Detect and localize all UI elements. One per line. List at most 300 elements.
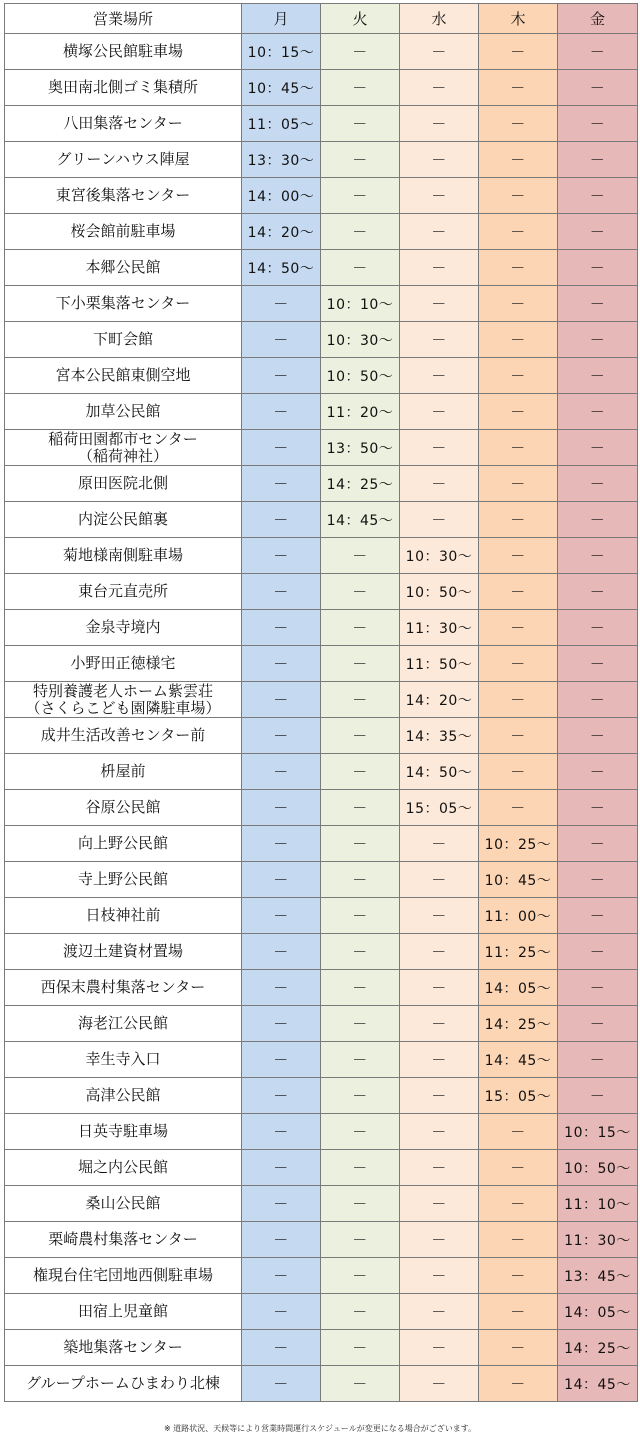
time-cell-thu: － xyxy=(479,646,558,682)
time-cell-mon: － xyxy=(242,1366,321,1402)
time-cell-tue: － xyxy=(321,250,400,286)
time-cell-thu: － xyxy=(479,1258,558,1294)
schedule-table xyxy=(4,3,638,1402)
table-row xyxy=(5,1114,638,1150)
table-row xyxy=(5,502,638,538)
table-row xyxy=(5,862,638,898)
table-row xyxy=(5,682,638,718)
location-name xyxy=(5,1006,242,1042)
table-row xyxy=(5,142,638,178)
location-name xyxy=(5,502,242,538)
time-cell-mon: － xyxy=(242,826,321,862)
time-cell-tue: － xyxy=(321,1078,400,1114)
time-cell-tue: 10：10～ xyxy=(321,286,400,322)
location-name-line: 田宿上児童館 xyxy=(77,1302,168,1320)
time-cell-wed: 11：50～ xyxy=(400,646,479,682)
time-cell-wed: － xyxy=(400,214,479,250)
time-cell-wed: 14：20～ xyxy=(400,682,479,718)
day-header-wed: 水 xyxy=(400,4,479,34)
time-cell-thu: － xyxy=(479,70,558,106)
time-cell-fri: － xyxy=(558,934,638,970)
time-cell-wed: － xyxy=(400,970,479,1006)
time-cell-thu: － xyxy=(479,394,558,430)
location-name xyxy=(5,70,242,106)
location-name-line: 横塚公民館駐車場 xyxy=(62,42,183,60)
time-cell-wed: － xyxy=(400,826,479,862)
table-row xyxy=(5,466,638,502)
time-cell-tue: － xyxy=(321,214,400,250)
time-cell-fri: － xyxy=(558,1006,638,1042)
time-cell-mon: － xyxy=(242,322,321,358)
time-cell-wed: － xyxy=(400,178,479,214)
time-cell-mon: － xyxy=(242,1222,321,1258)
time-cell-mon: 14：50～ xyxy=(242,250,321,286)
time-cell-mon: － xyxy=(242,466,321,502)
time-cell-fri: － xyxy=(558,970,638,1006)
location-name-line: 日枝神社前 xyxy=(85,906,161,924)
time-cell-mon: － xyxy=(242,286,321,322)
day-header-fri: 金 xyxy=(558,4,638,34)
time-cell-fri: － xyxy=(558,790,638,826)
time-cell-thu: 11：25～ xyxy=(479,934,558,970)
location-name xyxy=(5,898,242,934)
time-cell-mon: － xyxy=(242,574,321,610)
time-cell-wed: 14：35～ xyxy=(400,718,479,754)
time-cell-fri: － xyxy=(558,70,638,106)
time-cell-tue: － xyxy=(321,574,400,610)
table-row xyxy=(5,106,638,142)
time-cell-tue: － xyxy=(321,790,400,826)
location-name xyxy=(5,394,242,430)
time-cell-mon: － xyxy=(242,1258,321,1294)
table-row xyxy=(5,1366,638,1402)
location-name-line: 内淀公民館裏 xyxy=(77,510,168,528)
time-cell-wed: － xyxy=(400,1330,479,1366)
time-cell-wed: － xyxy=(400,934,479,970)
location-name xyxy=(5,790,242,826)
location-name xyxy=(5,718,242,754)
time-cell-fri: － xyxy=(558,538,638,574)
table-row xyxy=(5,250,638,286)
location-name xyxy=(5,106,242,142)
time-cell-thu: － xyxy=(479,106,558,142)
location-name-line: 日英寺駐車場 xyxy=(77,1122,168,1140)
time-cell-tue: 10：50～ xyxy=(321,358,400,394)
time-cell-fri: － xyxy=(558,502,638,538)
time-cell-thu: － xyxy=(479,718,558,754)
time-cell-tue: － xyxy=(321,1258,400,1294)
location-name-line: 築地集落センター xyxy=(63,1338,183,1356)
time-cell-mon: － xyxy=(242,790,321,826)
time-cell-thu: 10：45～ xyxy=(479,862,558,898)
location-name-line: 権現台住宅団地西側駐車場 xyxy=(32,1266,213,1284)
location-name-line: 東台元直売所 xyxy=(77,582,168,600)
location-name-line: 高津公民館 xyxy=(85,1086,161,1104)
time-cell-fri: 14：25～ xyxy=(558,1330,638,1366)
location-name-line: 枡屋前 xyxy=(100,762,146,780)
time-cell-tue: － xyxy=(321,142,400,178)
time-cell-tue: － xyxy=(321,538,400,574)
time-cell-mon: － xyxy=(242,754,321,790)
time-cell-thu: 10：25～ xyxy=(479,826,558,862)
time-cell-fri: － xyxy=(558,286,638,322)
time-cell-fri: 14：05～ xyxy=(558,1294,638,1330)
table-row xyxy=(5,1186,638,1222)
time-cell-fri: － xyxy=(558,574,638,610)
time-cell-fri: － xyxy=(558,1078,638,1114)
time-cell-tue: － xyxy=(321,826,400,862)
table-row xyxy=(5,1042,638,1078)
time-cell-fri: 14：45～ xyxy=(558,1366,638,1402)
time-cell-fri: 10：15～ xyxy=(558,1114,638,1150)
footnote: ※ 道路状況、天候等により営業時間運行スケジュールが変更になる場合がございます。 xyxy=(163,1424,477,1433)
time-cell-wed: － xyxy=(400,1078,479,1114)
location-name xyxy=(5,970,242,1006)
time-cell-thu: － xyxy=(479,1186,558,1222)
time-cell-mon: － xyxy=(242,970,321,1006)
time-cell-fri: － xyxy=(558,394,638,430)
table-row xyxy=(5,178,638,214)
time-cell-wed: － xyxy=(400,142,479,178)
time-cell-mon: 13：30～ xyxy=(242,142,321,178)
location-name-line: 小野田正徳様宅 xyxy=(70,654,176,672)
time-cell-wed: － xyxy=(400,898,479,934)
time-cell-mon: － xyxy=(242,1114,321,1150)
time-cell-thu: － xyxy=(479,610,558,646)
time-cell-tue: － xyxy=(321,106,400,142)
time-cell-fri: － xyxy=(558,646,638,682)
table-row xyxy=(5,934,638,970)
location-name-line: 下町会館 xyxy=(92,330,153,348)
time-cell-thu: － xyxy=(479,466,558,502)
day-header-thu: 木 xyxy=(479,4,558,34)
time-cell-mon: － xyxy=(242,502,321,538)
time-cell-tue: － xyxy=(321,718,400,754)
table-row xyxy=(5,826,638,862)
time-cell-tue: － xyxy=(321,178,400,214)
time-cell-tue: － xyxy=(321,934,400,970)
time-cell-thu: － xyxy=(479,1330,558,1366)
time-cell-fri: － xyxy=(558,430,638,466)
time-cell-thu: 14：25～ xyxy=(479,1006,558,1042)
time-cell-wed: － xyxy=(400,322,479,358)
time-cell-fri: － xyxy=(558,322,638,358)
time-cell-thu: － xyxy=(479,286,558,322)
time-cell-mon: － xyxy=(242,646,321,682)
location-name xyxy=(5,826,242,862)
time-cell-fri: 10：50～ xyxy=(558,1150,638,1186)
table-row xyxy=(5,574,638,610)
table-row xyxy=(5,790,638,826)
time-cell-tue: － xyxy=(321,1222,400,1258)
time-cell-wed: 14：50～ xyxy=(400,754,479,790)
time-cell-mon: － xyxy=(242,1042,321,1078)
location-name-line: 渡辺土建資材置場 xyxy=(62,942,183,960)
time-cell-thu: － xyxy=(479,1114,558,1150)
time-cell-thu: － xyxy=(479,1222,558,1258)
time-cell-tue: － xyxy=(321,1006,400,1042)
time-cell-tue: － xyxy=(321,70,400,106)
time-cell-fri: － xyxy=(558,610,638,646)
location-name-line: 桑山公民館 xyxy=(85,1194,161,1212)
day-header-tue: 火 xyxy=(321,4,400,34)
table-row xyxy=(5,430,638,466)
location-name xyxy=(5,34,242,70)
time-cell-wed: － xyxy=(400,502,479,538)
location-name xyxy=(5,430,242,466)
location-name xyxy=(5,250,242,286)
time-cell-fri: 11：10～ xyxy=(558,1186,638,1222)
time-cell-mon: － xyxy=(242,1186,321,1222)
time-cell-thu: － xyxy=(479,1150,558,1186)
time-cell-thu: － xyxy=(479,574,558,610)
location-name-line: 成井生活改善センター前 xyxy=(40,726,206,744)
time-cell-mon: － xyxy=(242,898,321,934)
location-name-line: 奥田南北側ゴミ集積所 xyxy=(47,78,198,96)
location-name xyxy=(5,286,242,322)
time-cell-tue: 13：50～ xyxy=(321,430,400,466)
time-cell-fri: － xyxy=(558,466,638,502)
location-name-line: 金泉寺境内 xyxy=(85,618,161,636)
time-cell-thu: － xyxy=(479,358,558,394)
location-name xyxy=(5,1078,242,1114)
time-cell-thu: － xyxy=(479,682,558,718)
time-cell-tue: － xyxy=(321,754,400,790)
header-row xyxy=(5,4,638,34)
time-cell-fri: － xyxy=(558,682,638,718)
time-cell-mon: － xyxy=(242,538,321,574)
location-name-line: （稲荷神社） xyxy=(77,446,168,465)
time-cell-tue: － xyxy=(321,1366,400,1402)
location-name xyxy=(5,466,242,502)
time-cell-thu: 15：05～ xyxy=(479,1078,558,1114)
location-name-line: 海老江公民館 xyxy=(77,1014,168,1032)
location-name xyxy=(5,1222,242,1258)
location-name-line: 幸生寺入口 xyxy=(85,1050,161,1068)
time-cell-wed: － xyxy=(400,1222,479,1258)
location-name xyxy=(5,862,242,898)
time-cell-thu: － xyxy=(479,178,558,214)
time-cell-mon: － xyxy=(242,1294,321,1330)
time-cell-fri: － xyxy=(558,142,638,178)
table-row xyxy=(5,358,638,394)
time-cell-thu: － xyxy=(479,142,558,178)
table-row xyxy=(5,1330,638,1366)
table-row xyxy=(5,322,638,358)
time-cell-mon: 10：45～ xyxy=(242,70,321,106)
table-row xyxy=(5,754,638,790)
time-cell-fri: － xyxy=(558,754,638,790)
location-name xyxy=(5,934,242,970)
time-cell-mon: － xyxy=(242,394,321,430)
location-name-line: グリーンハウス陣屋 xyxy=(56,150,190,168)
location-name xyxy=(5,682,242,718)
location-name xyxy=(5,538,242,574)
location-name xyxy=(5,754,242,790)
time-cell-mon: － xyxy=(242,862,321,898)
location-name-line: 稲荷田園都市センター xyxy=(48,429,198,448)
time-cell-thu: － xyxy=(479,34,558,70)
location-name xyxy=(5,322,242,358)
location-name-line: 特別養護老人ホーム紫雲荘 xyxy=(32,681,213,700)
location-name xyxy=(5,178,242,214)
table-row xyxy=(5,1294,638,1330)
table-row xyxy=(5,1258,638,1294)
time-cell-thu: － xyxy=(479,1366,558,1402)
location-header: 営業場所 xyxy=(5,4,242,34)
time-cell-wed: － xyxy=(400,1366,479,1402)
time-cell-thu: － xyxy=(479,214,558,250)
time-cell-mon: － xyxy=(242,1330,321,1366)
location-name xyxy=(5,1366,242,1402)
time-cell-thu: 11：00～ xyxy=(479,898,558,934)
time-cell-fri: － xyxy=(558,898,638,934)
time-cell-wed: － xyxy=(400,70,479,106)
location-name xyxy=(5,1330,242,1366)
time-cell-tue: － xyxy=(321,34,400,70)
time-cell-wed: 10：30～ xyxy=(400,538,479,574)
table-row xyxy=(5,286,638,322)
time-cell-mon: － xyxy=(242,1150,321,1186)
time-cell-tue: － xyxy=(321,1042,400,1078)
table-row xyxy=(5,1078,638,1114)
time-cell-wed: － xyxy=(400,1186,479,1222)
location-name-line: 原田医院北側 xyxy=(77,474,168,492)
location-name xyxy=(5,646,242,682)
time-cell-wed: － xyxy=(400,1042,479,1078)
location-name xyxy=(5,1258,242,1294)
time-cell-tue: 14：25～ xyxy=(321,466,400,502)
time-cell-fri: － xyxy=(558,826,638,862)
time-cell-thu: － xyxy=(479,430,558,466)
time-cell-tue: － xyxy=(321,1330,400,1366)
time-cell-wed: － xyxy=(400,1006,479,1042)
time-cell-tue: － xyxy=(321,970,400,1006)
location-name-line: グループホームひまわり北棟 xyxy=(26,1374,220,1392)
table-row xyxy=(5,970,638,1006)
time-cell-fri: － xyxy=(558,106,638,142)
location-name-line: 八田集落センター xyxy=(63,114,183,132)
time-cell-tue: － xyxy=(321,610,400,646)
time-cell-fri: － xyxy=(558,214,638,250)
time-cell-fri: － xyxy=(558,250,638,286)
location-name xyxy=(5,142,242,178)
location-name xyxy=(5,574,242,610)
time-cell-wed: － xyxy=(400,466,479,502)
time-cell-wed: － xyxy=(400,250,479,286)
time-cell-fri: － xyxy=(558,34,638,70)
table-row xyxy=(5,394,638,430)
time-cell-tue: － xyxy=(321,646,400,682)
time-cell-wed: － xyxy=(400,1258,479,1294)
time-cell-fri: － xyxy=(558,718,638,754)
location-name-line: 谷原公民館 xyxy=(85,798,161,816)
location-name xyxy=(5,1294,242,1330)
time-cell-wed: 10：50～ xyxy=(400,574,479,610)
time-cell-mon: 10：15～ xyxy=(242,34,321,70)
location-name xyxy=(5,1150,242,1186)
time-cell-tue: 14：45～ xyxy=(321,502,400,538)
time-cell-mon: － xyxy=(242,934,321,970)
table-row xyxy=(5,70,638,106)
time-cell-tue: 10：30～ xyxy=(321,322,400,358)
table-row xyxy=(5,1222,638,1258)
table-row xyxy=(5,718,638,754)
time-cell-tue: － xyxy=(321,862,400,898)
time-cell-fri: － xyxy=(558,178,638,214)
time-cell-wed: － xyxy=(400,286,479,322)
time-cell-fri: － xyxy=(558,862,638,898)
time-cell-tue: 11：20～ xyxy=(321,394,400,430)
time-cell-thu: － xyxy=(479,754,558,790)
time-cell-fri: 11：30～ xyxy=(558,1222,638,1258)
time-cell-tue: － xyxy=(321,1150,400,1186)
time-cell-thu: － xyxy=(479,250,558,286)
time-cell-thu: － xyxy=(479,790,558,826)
location-name-line: 東宮後集落センター xyxy=(55,186,191,204)
time-cell-wed: － xyxy=(400,394,479,430)
time-cell-wed: － xyxy=(400,1294,479,1330)
table-row xyxy=(5,1006,638,1042)
time-cell-fri: － xyxy=(558,358,638,394)
time-cell-thu: 14：45～ xyxy=(479,1042,558,1078)
location-name-line: 本郷公民館 xyxy=(85,258,161,276)
location-name-line: 寺上野公民館 xyxy=(77,870,168,888)
time-cell-mon: 14：00～ xyxy=(242,178,321,214)
location-name xyxy=(5,610,242,646)
time-cell-mon: － xyxy=(242,430,321,466)
time-cell-tue: － xyxy=(321,1114,400,1150)
time-cell-wed: 11：30～ xyxy=(400,610,479,646)
time-cell-tue: － xyxy=(321,682,400,718)
time-cell-mon: － xyxy=(242,1006,321,1042)
location-name xyxy=(5,1186,242,1222)
time-cell-mon: 14：20～ xyxy=(242,214,321,250)
time-cell-tue: － xyxy=(321,1294,400,1330)
time-cell-thu: － xyxy=(479,502,558,538)
time-cell-wed: － xyxy=(400,34,479,70)
table-row xyxy=(5,610,638,646)
time-cell-wed: － xyxy=(400,1114,479,1150)
time-cell-fri: 13：45～ xyxy=(558,1258,638,1294)
table-row xyxy=(5,898,638,934)
time-cell-wed: － xyxy=(400,106,479,142)
time-cell-mon: － xyxy=(242,1078,321,1114)
location-name-line: 栗崎農村集落センター xyxy=(48,1230,198,1248)
location-name-line: 堀之内公民館 xyxy=(77,1158,168,1176)
table-row xyxy=(5,1150,638,1186)
time-cell-thu: － xyxy=(479,322,558,358)
location-name-line: 向上野公民館 xyxy=(77,834,168,852)
location-name-line: 西保末農村集落センター xyxy=(40,978,206,996)
time-cell-tue: － xyxy=(321,898,400,934)
location-name xyxy=(5,1114,242,1150)
table-row xyxy=(5,34,638,70)
time-cell-fri: － xyxy=(558,1042,638,1078)
time-cell-mon: － xyxy=(242,358,321,394)
location-name xyxy=(5,358,242,394)
time-cell-mon: 11：05～ xyxy=(242,106,321,142)
time-cell-wed: － xyxy=(400,358,479,394)
location-name xyxy=(5,214,242,250)
location-name xyxy=(5,1042,242,1078)
time-cell-tue: － xyxy=(321,1186,400,1222)
time-cell-wed: 15：05～ xyxy=(400,790,479,826)
time-cell-mon: － xyxy=(242,682,321,718)
day-header-mon: 月 xyxy=(242,4,321,34)
location-name-line: （さくらこども園隣駐車場） xyxy=(25,698,221,717)
time-cell-thu: 14：05～ xyxy=(479,970,558,1006)
